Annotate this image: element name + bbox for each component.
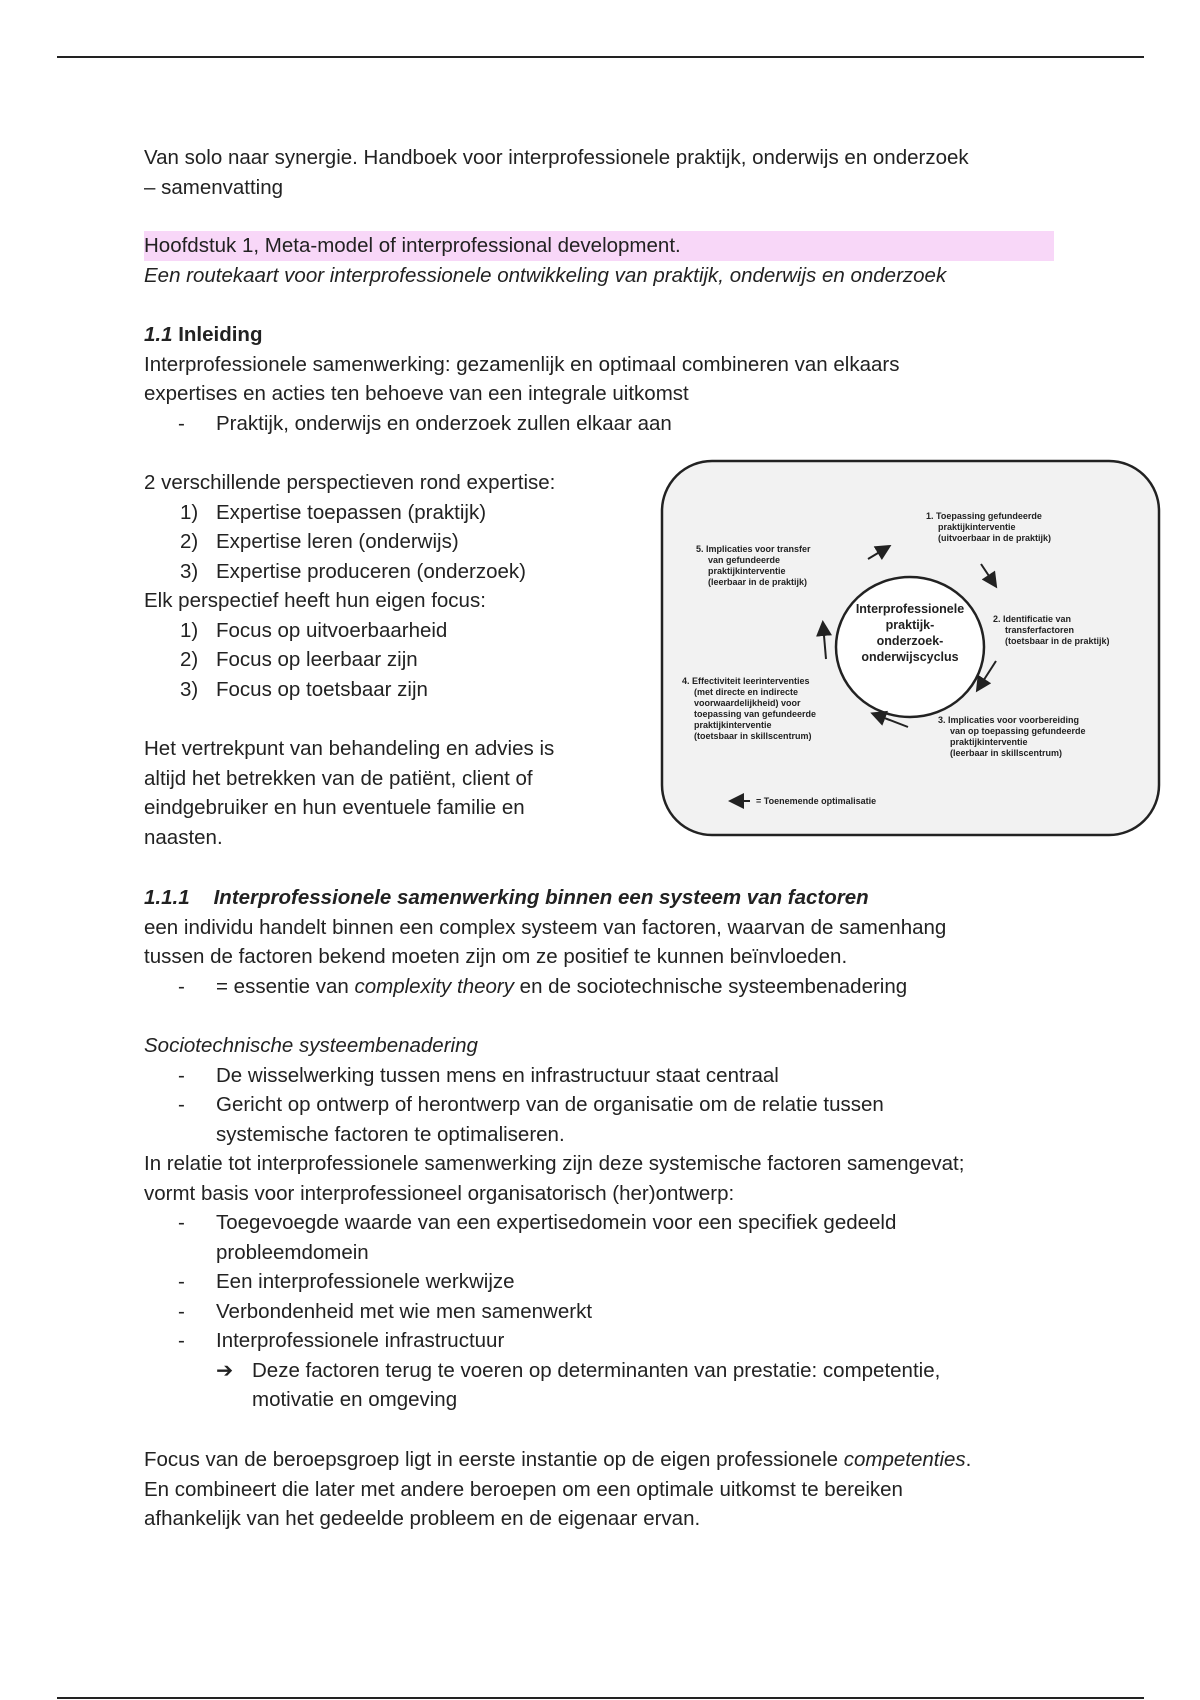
svg-text:toepassing van gefundeerde: toepassing van gefundeerde (694, 709, 817, 719)
list-item: 1) Expertise toepassen (praktijk) (180, 500, 487, 524)
svg-text:(uitvoerbaar in de praktijk): (uitvoerbaar in de praktijk) (938, 533, 1052, 543)
svg-text:praktijkinterventie: praktijkinterventie (694, 720, 772, 730)
svg-text:praktijkinterventie: praktijkinterventie (950, 737, 1028, 747)
list-item: 2) Focus op leerbaar zijn (180, 648, 418, 671)
svg-text:3. Implicaties voor voorbereid: 3. Implicaties voor voorbereiding (938, 715, 1080, 725)
list-item: - Gericht op ontwerp of herontwerp van de organisatie om de relatie tussen systemische factoren te optimaliseren. (178, 1093, 884, 1146)
svg-text:5. Implicaties voor transfer: 5. Implicaties voor transfer (696, 544, 811, 554)
svg-text:praktijk-: praktijk- (885, 618, 935, 632)
diagram-label-4 (682, 676, 816, 741)
svg-text:1. Toepassing gefundeerde: 1. Toepassing gefundeerde (926, 511, 1042, 521)
list-item: - = essentie van complexity theory en de sociotechnische systeembenadering (178, 974, 908, 998)
list-item: - Praktijk, onderwijs en onderzoek zullen elkaar aan (178, 411, 672, 435)
svg-text:onderzoek-: onderzoek- (876, 634, 944, 648)
sociotech-bullets (144, 1061, 964, 1150)
focus-list (144, 616, 555, 705)
patient-paragraph: Het vertrekpunt van behandeling en advies is altijd het betrekken van de patiënt, client of eindgebruiker en hun eventuele familie en naasten. (144, 737, 555, 849)
sociotech-heading: Sociotechnische systeembenadering (144, 1034, 478, 1057)
section-1-1-1: 1.1.1 Interprofessionele samenwerking binnen een systeem van factoren een individu handelt binnen een complex systeem van factoren, waarvan de samenhang tussen de factoren bekend moeten zijn om ze positief te kunnen beïnvloeden. - = essentie van complexity theory en de sociotechnische systeembenadering (144, 883, 946, 1001)
list-item: 1) Focus op uitvoerbaarheid (180, 618, 448, 642)
svg-text:onderwijscyclus: onderwijscyclus (861, 650, 959, 664)
chapter-heading-highlight: Hoofdstuk 1, Meta-model of interprofessional development. (144, 231, 1054, 261)
svg-text:van op toepassing gefundeerde: van op toepassing gefundeerde (950, 726, 1086, 736)
perspectives: 2 verschillende perspectieven rond expertise: 1) Expertise toepassen (praktijk) 2) Expertise leren (onderwijs) 3) Expertise produceren (onderzoek) Elk perspectief heeft hun eigen focus: 1) Focus op uitvoerbaarheid 2) Focus op leerbaar zijn 3) Focus op toetsbaar zijn (144, 468, 555, 704)
svg-text:voorwaardelijkheid) voor: voorwaardelijkheid) voor (694, 698, 801, 708)
complexity-bullets (144, 972, 946, 1002)
top-rule (57, 56, 1144, 58)
list-item: - Een interprofessionele werkwijze (178, 1270, 515, 1293)
sociotech-section: Sociotechnische systeembenadering - De wisselwerking tussen mens en infrastructuur staat centraal - Gericht op ontwerp of herontwerp van de organisatie om de relatie tussen systemische factoren te optimaliseren. In relatie tot interprofessionele samenwerking zijn deze systemische factoren samengevat; vormt basis voor interprofessioneel organisatorisch (her)ontwerp: - Toegevoegde waarde van een expertisedomein voor een specifiek gedeeld probleemdomein - Een interprofessionele werkwijze - Verbondenheid met wie men samenwerkt - Interprofessionele infrastructuur ➔ Deze factoren terug te voeren op determinanten van prestatie: competentie, motivatie en omgeving (144, 1031, 964, 1415)
determinants-list (144, 1356, 964, 1415)
cycle-diagram (660, 459, 1161, 837)
chapter-heading (144, 231, 1054, 290)
list-item: - Interprofessionele infrastructuur (178, 1329, 505, 1352)
list-item: 3) Expertise produceren (onderzoek) (180, 559, 526, 583)
svg-text:Interprofessionele: Interprofessionele (855, 602, 965, 616)
svg-text:praktijkinterventie: praktijkinterventie (708, 566, 786, 576)
svg-text:2. Identificatie van: 2. Identificatie van (993, 614, 1072, 624)
svg-text:praktijkinterventie: praktijkinterventie (938, 522, 1016, 532)
svg-text:(toetsbaar in skillscentrum): (toetsbaar in skillscentrum) (694, 731, 812, 741)
svg-text:(leerbaar in de praktijk): (leerbaar in de praktijk) (708, 577, 808, 587)
svg-text:transferfactoren: transferfactoren (1005, 625, 1075, 635)
svg-text:4. Effectiviteit leerintervent: 4. Effectiviteit leerinterventies (682, 676, 810, 686)
svg-text:(leerbaar in skillscentrum): (leerbaar in skillscentrum) (950, 748, 1063, 758)
list-item: 2) Expertise leren (onderwijs) (180, 530, 459, 553)
list-item: ➔ Deze factoren terug te voeren op determinanten van prestatie: competentie, motivatie en omgeving (144, 1356, 964, 1415)
perspectives-list (144, 498, 555, 587)
svg-text:van gefundeerde: van gefundeerde (708, 555, 781, 565)
svg-text:(toetsbaar in de praktijk): (toetsbaar in de praktijk) (1005, 636, 1110, 646)
section-1-1-1-heading: 1.1.1 Interprofessionele samenwerking binnen een systeem van factoren (144, 886, 869, 909)
list-item: - Verbondenheid met wie men samenwerkt (178, 1299, 593, 1323)
document-title: Van solo naar synergie. Handboek voor interprofessionele praktijk, onderwijs en onderzoek – samenvatting (144, 146, 969, 199)
list-item: - Toegevoegde waarde van een expertisedomein voor een specifiek gedeeld probleemdomein (178, 1211, 897, 1264)
arrow-right-icon: ➔ (216, 1358, 234, 1382)
chapter-subtitle: Een routekaart voor interprofessionele ontwikkeling van praktijk, onderwijs en onderzoek (144, 263, 947, 287)
list-item: 3) Focus op toetsbaar zijn (180, 677, 428, 701)
factors-list (144, 1208, 964, 1356)
list-item: - De wisselwerking tussen mens en infrastructuur staat centraal (178, 1063, 779, 1087)
focus-paragraph: Focus van de beroepsgroep ligt in eerste instantie op de eigen professionele competenties. En combineert die later met andere beroepen om een optimale uitkomst te bereiken afhankelijk van het gedeelde probleem en de eigenaar ervan. (144, 1448, 972, 1530)
bottom-rule (57, 1697, 1144, 1699)
section-1-1-bullets (144, 409, 899, 439)
svg-text:(met directe en indirecte: (met directe en indirecte (694, 687, 799, 697)
section-1-1: 1.1 Inleiding Interprofessionele samenwerking: gezamenlijk en optimaal combineren van elkaars expertises en acties ten behoeve van een integrale uitkomst - Praktijk, onderwijs en onderzoek zullen elkaar aan (144, 320, 899, 438)
section-1-1-heading: 1.1 Inleiding (144, 323, 263, 346)
svg-text:= Toenemende optimalisatie: = Toenemende optimalisatie (756, 796, 877, 806)
